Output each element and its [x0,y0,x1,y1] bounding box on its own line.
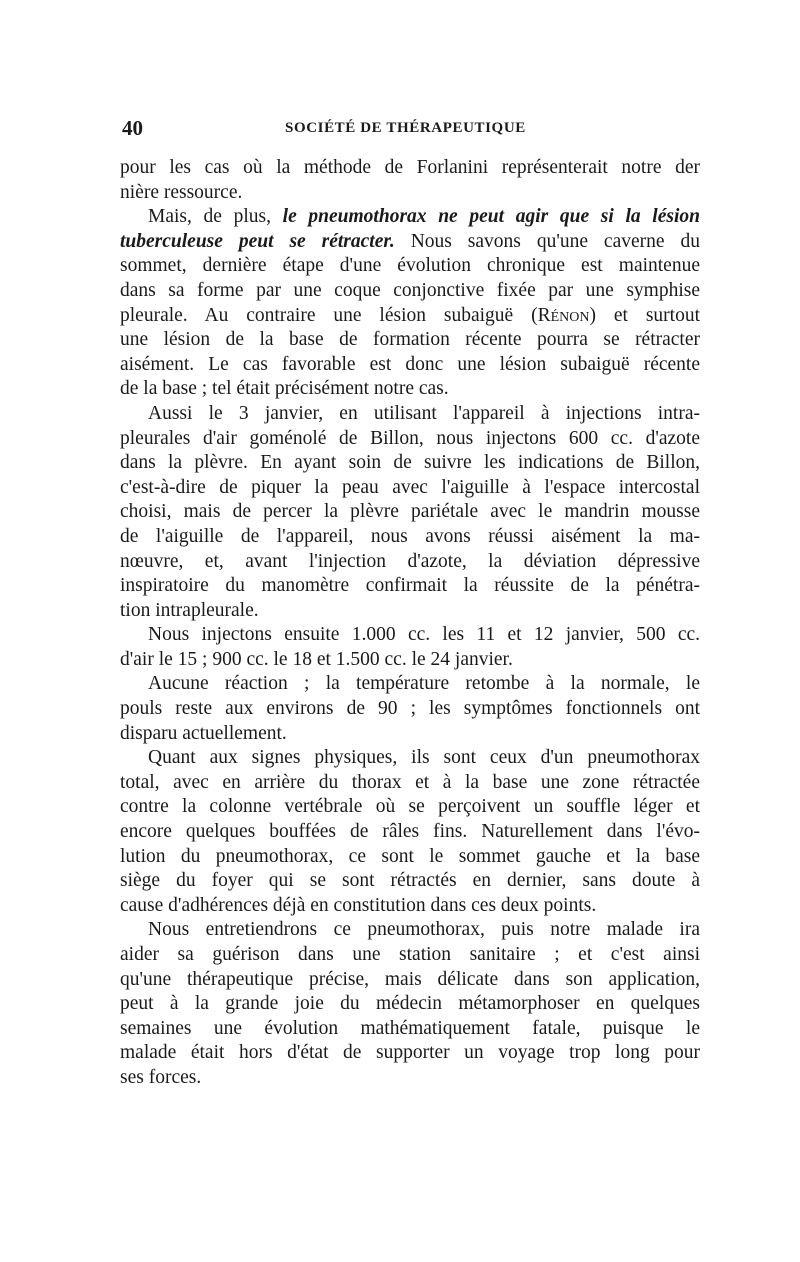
text-line: total, avec en arrière du thorax et à la base une zone rétractée [120,771,700,793]
text-line: pleurales d'air goménolé de Billon, nous injectons 600 cc. d'azote [120,427,700,449]
text-line: Aucune réaction ; la température retombe à la normale, le [148,673,700,695]
text-line [120,230,700,255]
running-head [120,116,700,140]
text-line: dans sa forme par une coque conjonctive fixée par une symphise [120,279,700,301]
text-line: qu'une thérapeutique précise, mais délicate dans son application, [120,968,700,990]
body-text [120,156,700,1091]
text-line: nière ressource. [120,181,243,203]
text-line: sommet, dernière étape d'une évolution chronique est maintenue [120,255,700,277]
text-line: inspiratoire du manomètre confirmait la réussite de la pénétra- [120,575,700,597]
text-line: contre la colonne vertébrale où se perçoivent un souffle léger et [120,796,700,818]
text-run: Mais, de plus, [148,206,283,228]
text-line: de l'aiguille de l'appareil, nous avons réussi aisément la ma- [120,525,700,547]
text-line: d'air le 15 ; 900 cc. le 18 et 1.500 cc. le 24 janvier. [120,648,513,670]
text-line: Nous injectons ensuite 1.000 cc. les 11 et 12 janvier, 500 cc. [148,624,700,646]
text-run: ) et surtout [589,304,700,326]
italic-emphasis: le pneumothorax ne peut agir que si la lésion [282,206,700,228]
text-line: aisément. Le cas favorable est donc une lésion subaiguë récente [120,353,700,375]
text-line: semaines une évolution mathématiquement fatale, puisque le [120,1017,700,1039]
text-line [120,304,700,329]
italic-emphasis: tuberculeuse peut se rétracter. [120,230,395,252]
paragraph [120,205,700,402]
text-line: siège du foyer qui se sont rétractés en dernier, sans doute à [120,870,700,892]
text-line: dans la plèvre. En ayant soin de suivre les indications de Billon, [120,452,700,474]
text-line: choisi, mais de percer la plèvre pariétale avec le mandrin mousse [120,501,700,523]
text-line: cause d'adhérences déjà en constitution dans ces deux points. [120,894,597,916]
text-line: aider sa guérison dans une station sanitaire ; et c'est ainsi [120,944,700,965]
text-line: tion intrapleurale. [120,599,259,621]
text-line: c'est-à-dire de piquer la peau avec l'aiguille à l'espace intercostal [120,476,700,498]
text-line: encore quelques bouffées de râles fins. Naturellement dans l'évo- [120,821,700,843]
text-run: Nous savons qu'une caverne du [394,230,700,252]
paragraph [120,156,700,205]
paragraph [120,746,700,918]
text-run: pleurale. Au contraire une lésion subaiguë ( [120,304,538,326]
paragraph [120,672,700,746]
text-line: Aussi le 3 janvier, en utilisant l'appareil à injections intra- [148,402,700,424]
text-line: disparu actuellement. [120,722,287,744]
text-line: ses forces. [120,1066,202,1088]
page-number: 40 [122,116,143,140]
paragraph [120,918,700,1090]
text-line [120,205,700,230]
text-line: Quant aux signes physiques, ils sont ceux d'un pneumothorax [148,747,700,769]
author-name: Rénon [537,304,590,326]
paragraph [120,623,700,672]
text-line: une lésion de la base de formation récente pourra se rétracter [120,329,700,351]
paragraph [120,402,700,623]
text-line: de la base ; tel était précisément notre cas. [120,378,449,400]
text-line: pour les cas où la méthode de Forlanini représenterait notre der [120,157,700,178]
text-line: nœuvre, et, avant l'injection d'azote, la déviation dépressive [120,550,700,572]
text-line: peut à la grande joie du médecin métamorphoser en quelques [120,993,700,1015]
text-line: Nous entretiendrons ce pneumothorax, puis notre malade ira [148,919,700,941]
text-line: pouls reste aux environs de 90 ; les symptômes fonctionnels ont [120,698,700,720]
running-title: SOCIÉTÉ DE THÉRAPEUTIQUE [285,120,526,136]
text-line: malade était hors d'état de supporter un voyage trop long pour [120,1042,700,1064]
text-line: lution du pneumothorax, ce sont le sommet gauche et la base [120,845,700,867]
